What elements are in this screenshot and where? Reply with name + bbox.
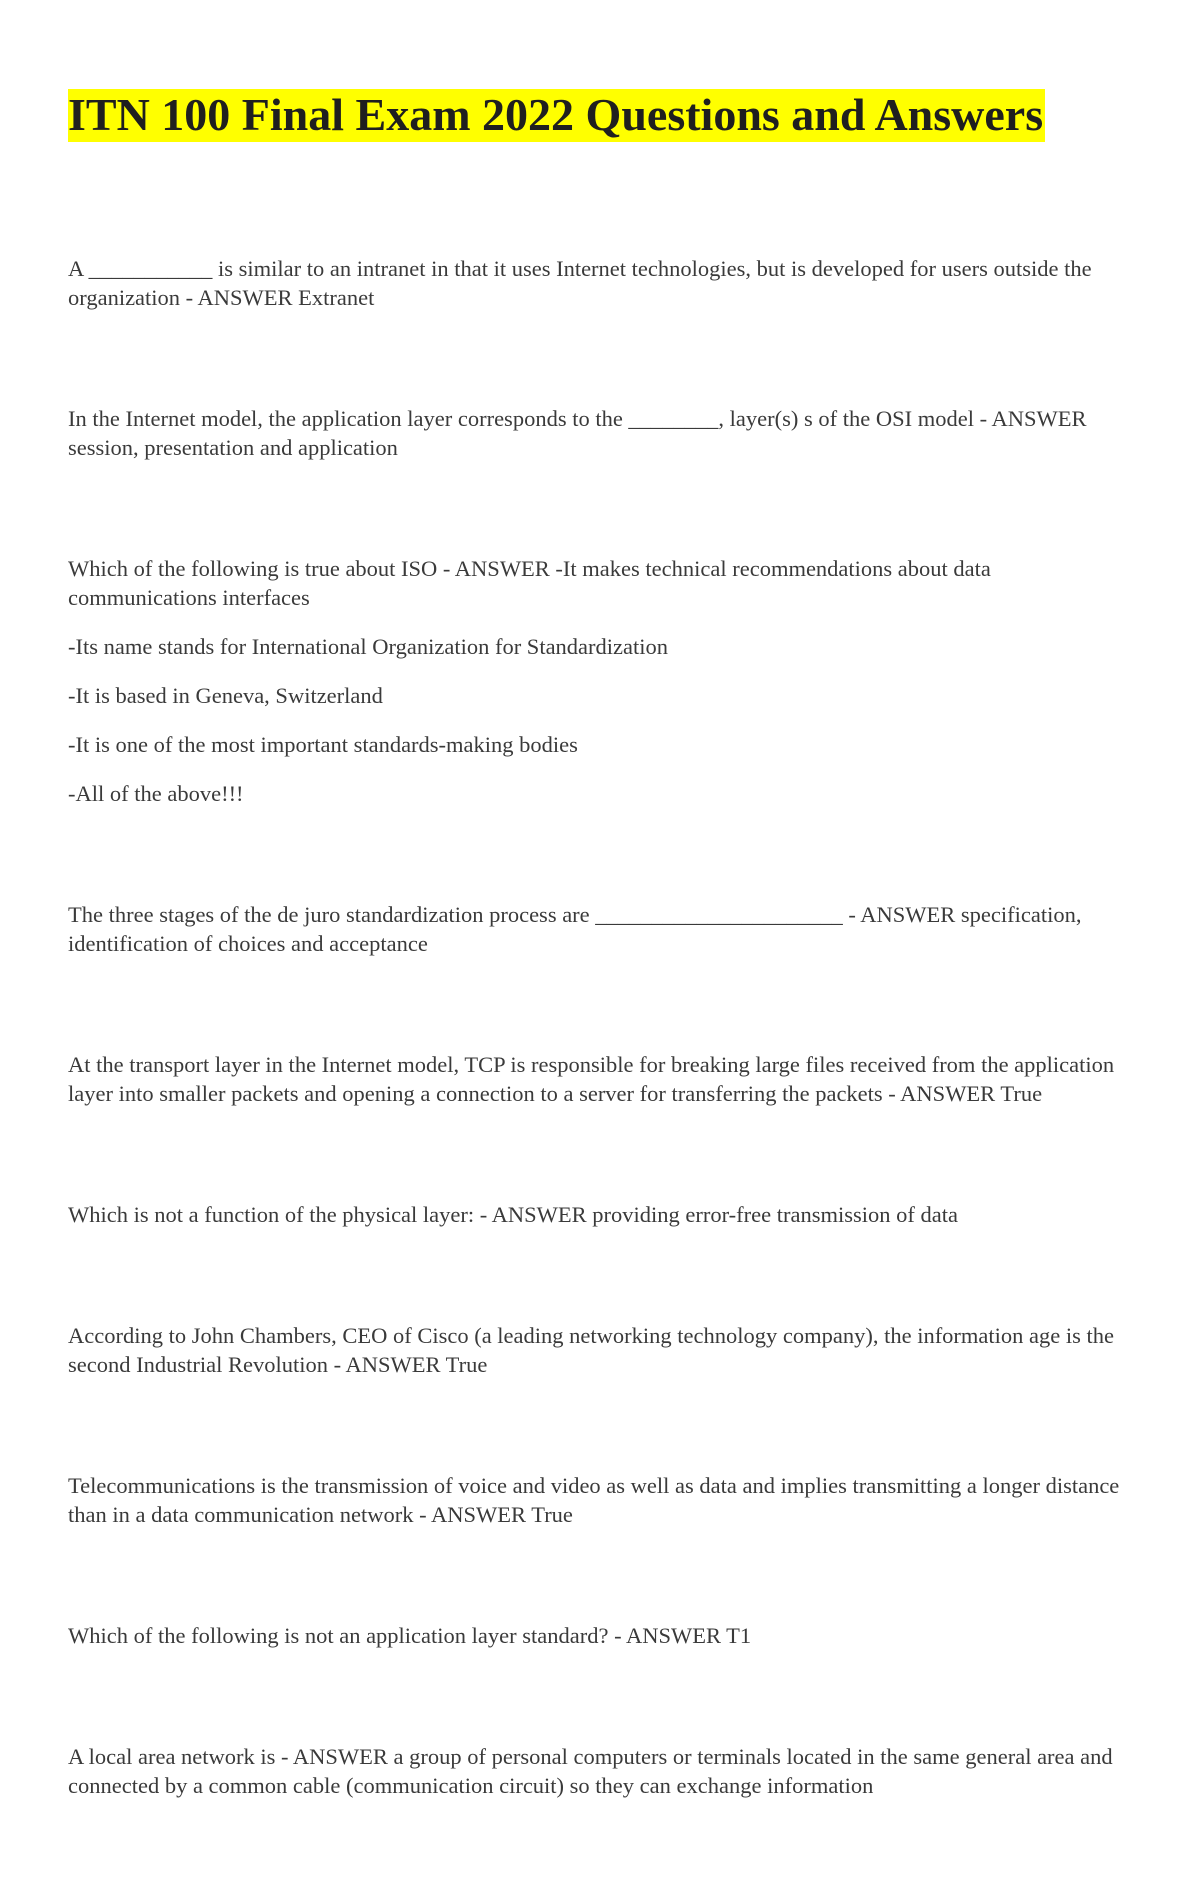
qa-text: At the transport layer in the Internet model, TCP is responsible for breaking large files received from the application layer into smaller packets and opening a connection to a server for transferring the packets - ANSWER True xyxy=(68,1052,1115,1106)
qa-text: According to John Chambers, CEO of Cisco (a leading networking technology company), the information age is the second Industrial Revolution - ANSWER True xyxy=(68,1323,1115,1377)
qa-option: -It is one of the most important standards-making bodies xyxy=(68,732,578,757)
qa-item-1 xyxy=(68,254,1128,312)
qa-text: A local area network is - ANSWER a group of personal computers or terminals located in the same general area and connected by a common cable (communication circuit) so they can exchange information xyxy=(68,1744,1113,1798)
qa-option: -All of the above!!! xyxy=(68,781,244,806)
qa-item-8 xyxy=(68,1471,1128,1529)
qa-item-10 xyxy=(68,1742,1128,1800)
qa-text: Which is not a function of the physical layer: - ANSWER providing error-free transmission of data xyxy=(68,1202,958,1227)
qa-option: -It is based in Geneva, Switzerland xyxy=(68,683,383,708)
qa-text: Telecommunications is the transmission of voice and video as well as data and implies transmitting a longer distance than in a data communication network - ANSWER True xyxy=(68,1473,1120,1527)
qa-text: In the Internet model, the application layer corresponds to the ________, layer(s) s of the OSI model - ANSWER session, presentation and application xyxy=(68,406,1087,460)
qa-text: The three stages of the de juro standardization process are ______________________ - ANSWER specification, identification of choices and acceptance xyxy=(68,902,1082,956)
qa-item-4 xyxy=(68,900,1128,958)
qa-item-9 xyxy=(68,1621,1128,1650)
title-highlight: ITN 100 Final Exam 2022 Questions and Answers xyxy=(68,89,1044,140)
qa-item-7 xyxy=(68,1321,1128,1379)
qa-item-6 xyxy=(68,1200,1128,1229)
qa-list xyxy=(68,254,1128,1892)
document-title xyxy=(68,88,1045,142)
qa-text: A ___________ is similar to an intranet in that it uses Internet technologies, but is developed for users outside the organization - ANSWER Extranet xyxy=(68,256,1092,310)
qa-item-3 xyxy=(68,554,1128,808)
qa-item-2 xyxy=(68,404,1128,462)
qa-item-5 xyxy=(68,1050,1128,1108)
qa-option: -Its name stands for International Organization for Standardization xyxy=(68,634,669,659)
qa-text: Which of the following is not an application layer standard? - ANSWER T1 xyxy=(68,1623,752,1648)
qa-text: Which of the following is true about ISO - ANSWER -It makes technical recommendations about data communications interfaces xyxy=(68,556,991,610)
